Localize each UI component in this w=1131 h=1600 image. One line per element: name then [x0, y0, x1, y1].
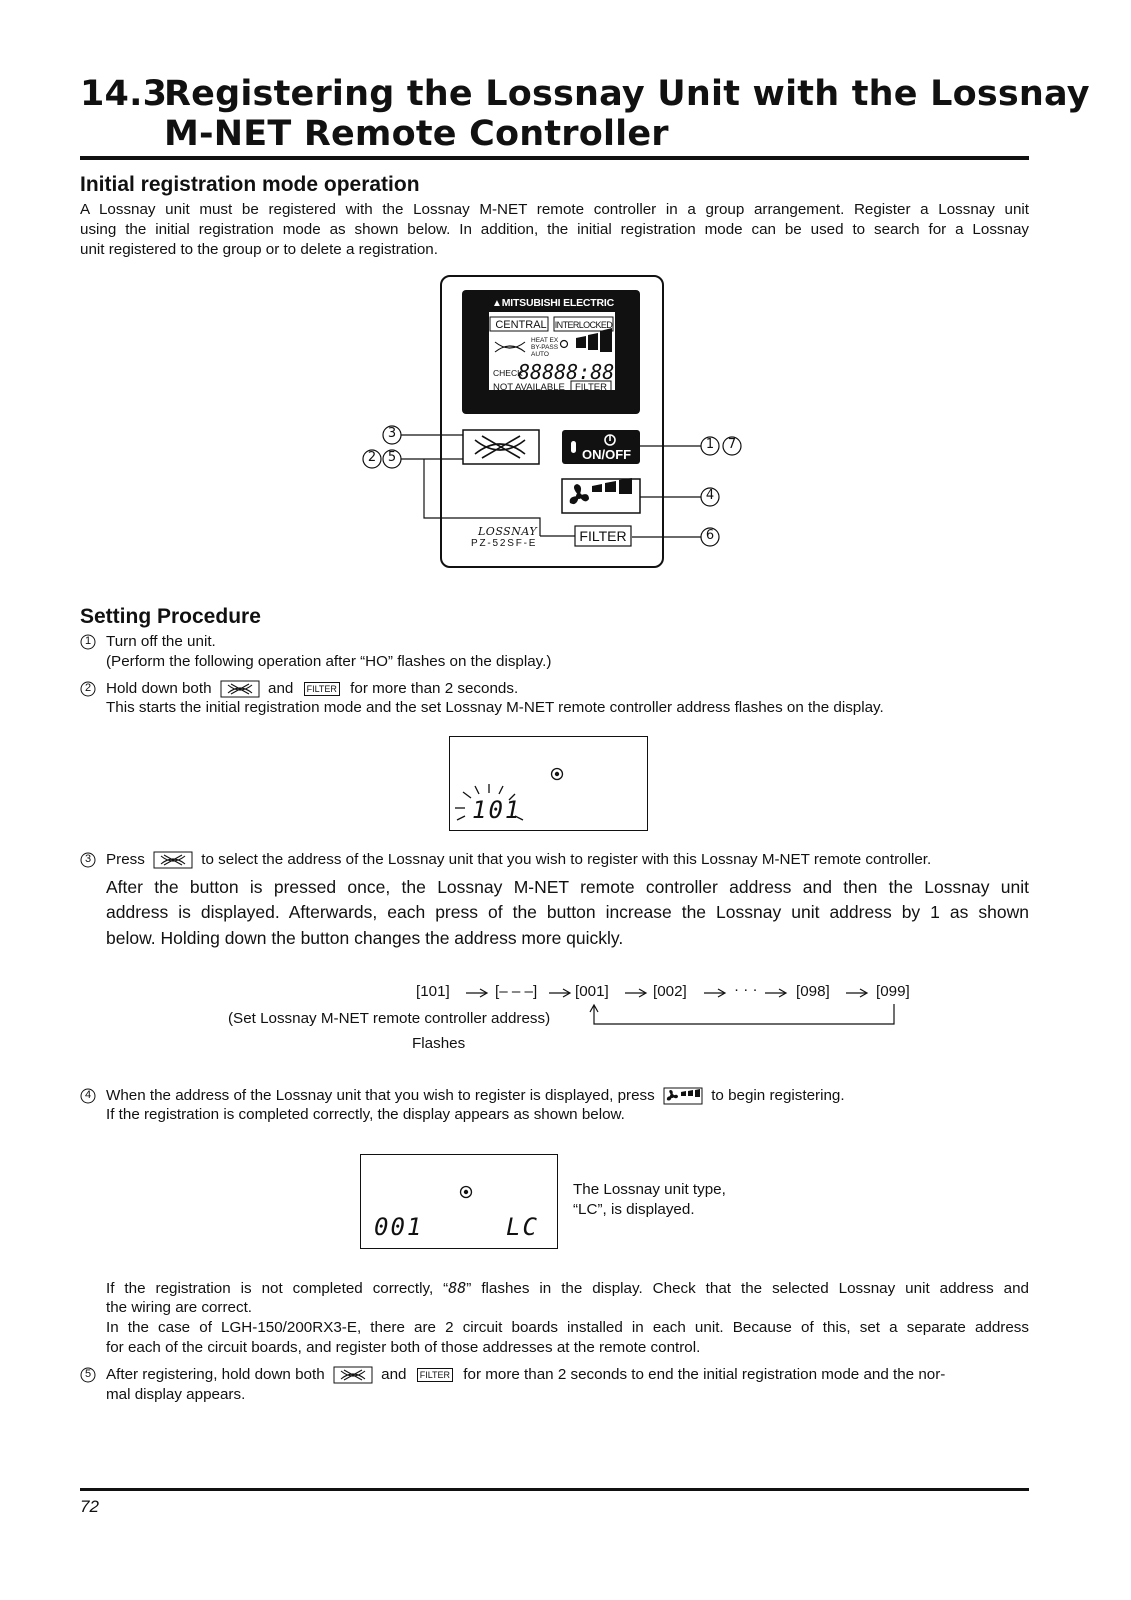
step3-para-line2: address is displayed. Afterwards, each press of the button increase the Lossnay unit address by 1 as shown [106, 902, 1029, 922]
lcd-registered-address: 001 [374, 1213, 424, 1241]
step4-post: to begin registering. [711, 1087, 845, 1104]
footer-rule [80, 1488, 1029, 1491]
error-line1-post: ” flashes in the display. Check that the selected Lossnay unit address and [466, 1280, 1029, 1297]
step1-number: 1 [84, 635, 92, 647]
title-rule [80, 156, 1029, 160]
lcd-interlocked-label: INTERLOCKED [554, 320, 613, 330]
callout-5: 5 [387, 450, 397, 465]
onoff-button-label[interactable]: ON/OFF [582, 447, 632, 462]
seq-loop-arrow [585, 1002, 900, 1032]
page-title-line1: Registering the Lossnay Unit with the Lossnay [164, 74, 1090, 114]
seq-dash: [– – –] [495, 983, 538, 1000]
step5-line [106, 1365, 945, 1385]
callout-2: 2 [367, 450, 377, 465]
step4-number: 4 [84, 1089, 92, 1101]
step3-post: to select the address of the Lossnay unit that you wish to register with this Lossnay M-NET remote controller. [201, 851, 932, 868]
initial-line1: A Lossnay unit must be registered with the Lossnay M-NET remote controller in a group arrangement. Register a Lossnay unit [80, 201, 1029, 218]
bypass-button-icon [333, 1366, 373, 1384]
filter-key-label: FILTER [306, 683, 337, 694]
step5-note: mal display appears. [106, 1386, 246, 1403]
lcd-central-label: CENTRAL [495, 319, 547, 331]
step4-pre: When the address of the Lossnay unit that you wish to register is displayed, press [106, 1087, 655, 1104]
filter-button-label[interactable]: FILTER [579, 528, 627, 544]
callout-6: 6 [705, 528, 715, 543]
lcd-check-label: CHECK [493, 368, 523, 378]
step3-line [106, 850, 931, 870]
bypass-button-icon [153, 851, 193, 869]
seq-001: [001] [575, 983, 609, 1000]
step2-number: 2 [84, 682, 92, 694]
step2-and: and [268, 680, 294, 697]
callout-3: 3 [387, 426, 397, 441]
error-glyph: 88 [448, 1279, 467, 1297]
step4-note: If the registration is completed correctly, the display appears as shown below. [106, 1106, 625, 1123]
step3-para-line1: After the button is pressed once, the Lossnay M-NET remote controller address and then the Lossnay unit [106, 877, 1029, 897]
error-line4: for each of the circuit boards, and register both of those addresses at the remote control. [106, 1339, 701, 1356]
callout-7: 7 [727, 437, 737, 452]
step3-pre: Press [106, 851, 145, 868]
lcd-heat-ex-label: HEAT EX [531, 337, 559, 344]
seq-dots: · · · [734, 981, 758, 998]
seq-101: [101] [416, 983, 450, 1000]
step1-note: (Perform the following operation after “HO” flashes on the display.) [106, 653, 552, 670]
page-title-line2: M-NET Remote Controller [164, 114, 669, 154]
filter-key-label: FILTER [419, 1369, 451, 1380]
step2-pre: Hold down both [106, 680, 212, 697]
error-line1-pre: If the registration is not completed correctly, “ [106, 1280, 449, 1297]
step2-note: This starts the initial registration mode and the set Lossnay M-NET remote controller address flashes on the display. [106, 699, 884, 716]
lcd-flashing-value: 101 [472, 796, 522, 824]
bypass-button-icon [220, 680, 260, 698]
lcd2-caption-line1: The Lossnay unit type, [573, 1181, 726, 1198]
initial-line2: using the initial registration mode as shown below. In addition, the initial registration mode can be used to search for a Lossnay [80, 221, 1029, 238]
lcd-filter-label: FILTER [574, 382, 608, 393]
mitsubishi-logo-icon: ▲ [492, 298, 502, 309]
step5-and: and [381, 1366, 407, 1383]
lossnay-logo: LOSSNAY [478, 525, 538, 538]
initial-heading: Initial registration mode operation [80, 173, 420, 196]
section-number: 14.3 [80, 74, 168, 114]
filter-key-icon [304, 682, 340, 696]
fan-button-icon [663, 1087, 703, 1105]
lcd-brand: ▲MITSUBISHI ELECTRIC [492, 297, 614, 309]
lcd-bypass-label: BY-PASS [531, 344, 559, 351]
step4-line [106, 1086, 845, 1106]
step3-para-line3: below. Holding down the button changes the address more quickly. [106, 928, 624, 948]
lcd-not-available-label: NOT AVAILABLE [493, 382, 565, 393]
lcd-digits: 88888:88 [518, 360, 615, 384]
filter-key-icon [417, 1368, 453, 1382]
seq-099: [099] [876, 983, 910, 1000]
step2-post: for more than 2 seconds. [350, 680, 519, 697]
seq-flashes: Flashes [412, 1035, 466, 1052]
step5-post: for more than 2 seconds to end the initial registration mode and the nor- [463, 1366, 946, 1383]
error-line1 [106, 1278, 1029, 1299]
callout-4: 4 [705, 488, 715, 503]
error-line3: In the case of LGH-150/200RX3-E, there are 2 circuit boards installed in each unit. Because of this, set a separate address [106, 1319, 1029, 1336]
procedure-heading: Setting Procedure [80, 605, 261, 628]
step1-text: Turn off the unit. [106, 633, 216, 650]
error-line2: the wiring are correct. [106, 1299, 253, 1316]
seq-note: (Set Lossnay M-NET remote controller address) [228, 1010, 551, 1027]
step5-pre: After registering, hold down both [106, 1366, 325, 1383]
page-number: 72 [80, 1497, 99, 1516]
seq-098: [098] [796, 983, 830, 1000]
lcd-registered-type: LC [506, 1213, 539, 1241]
lcd2-caption-line2: “LC”, is displayed. [573, 1201, 695, 1218]
callout-1: 1 [705, 437, 715, 452]
seq-002: [002] [653, 983, 687, 1000]
step5-number: 5 [84, 1368, 92, 1380]
step2-line [106, 679, 518, 699]
controller-model: PZ-52SF-E [471, 538, 538, 549]
initial-line3: unit registered to the group or to delete a registration. [80, 241, 438, 258]
lcd-auto-label: AUTO [531, 351, 549, 358]
step3-number: 3 [84, 853, 92, 865]
